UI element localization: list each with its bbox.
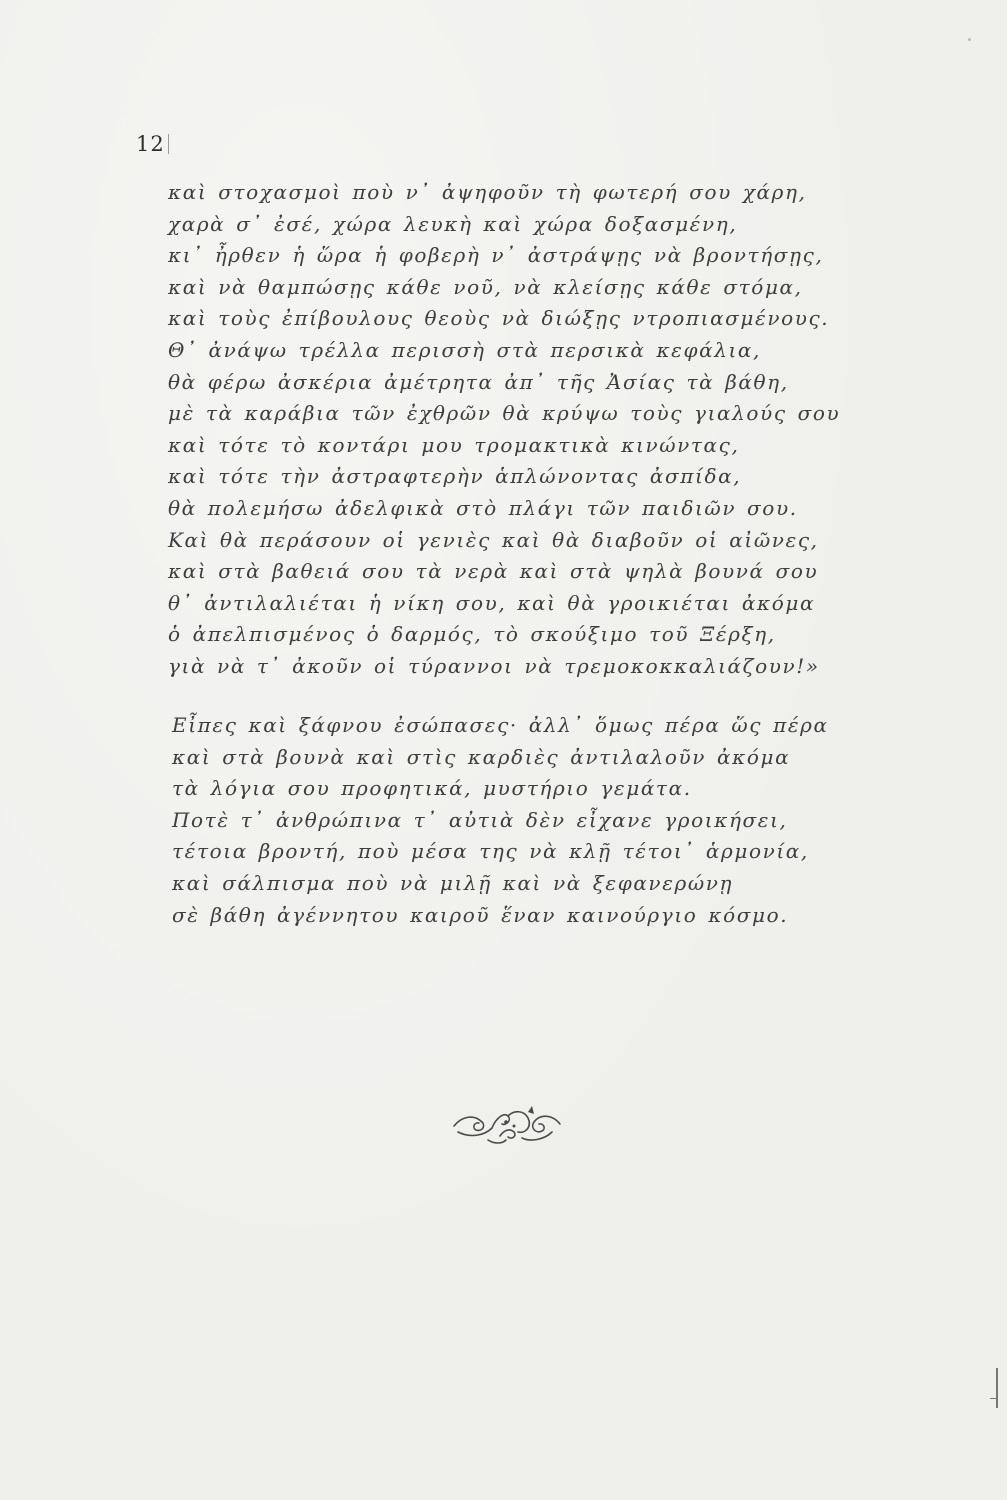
poem-line: θ᾽ ἀντιλαλιέται ἡ νίκη σου, καὶ θὰ γροικιέται ἀκόμα	[168, 590, 816, 615]
floral-tailpiece-icon	[448, 1102, 566, 1148]
poem-line: καὶ τότε τὸ κοντάρι μου τρομακτικὰ κινώντας,	[168, 432, 740, 457]
poem-line: θὰ πολεμήσω ἀδελφικὰ στὸ πλάγι τῶν παιδιῶν σου.	[168, 496, 798, 520]
poem-line: καὶ νὰ θαμπώσῃς κάθε νοῦ, νὰ κλείσῃς κάθε στόμα,	[168, 274, 803, 299]
poem-line: Ποτὲ τ᾽ ἀνθρώπινα τ᾽ αὐτιὰ δὲν εἶχανε γροικήσει,	[172, 807, 788, 832]
poem-line: ὁ ἀπελπισμένος ὁ δαρμός, τὸ σκούξιμο τοῦ Ξέρξη,	[168, 622, 776, 647]
poem-line: Καὶ θὰ περάσουν οἱ γενιὲς καὶ θὰ διαβοῦν οἱ αἰῶνες,	[168, 527, 819, 552]
page-number: 12	[136, 132, 169, 156]
poem-line: τὰ λόγια σου προφητικά, μυστήριο γεμάτα.	[172, 776, 692, 801]
poem-line: Εἶπες καὶ ξάφνου ἐσώπασες· ἀλλ᾽ ὅμως πέρα ὥς πέρα	[172, 713, 829, 737]
paper-speck	[968, 38, 971, 41]
poem-line: θὰ φέρω ἀσκέρια ἀμέτρητα ἀπ᾽ τῆς Ἀσίας τὰ βάθη,	[168, 369, 789, 394]
poem-line: καὶ στὰ βαθειά σου τὰ νερὰ καὶ στὰ ψηλὰ βουνά σου	[168, 559, 819, 584]
poem-line: τέτοια βροντή, ποὺ μέσα της νὰ κλῇ τέτοι᾽ ἁρμονία,	[172, 839, 809, 864]
poem-line: κι᾽ ἦρθεν ἡ ὥρα ἡ φοβερὴ ν᾽ ἀστράψῃς νὰ βροντήσῃς,	[168, 243, 824, 268]
poem-line: καὶ σάλπισμα ποὺ νὰ μιλῇ καὶ νὰ ξεφανερώνῃ	[172, 871, 734, 895]
margin-mark	[996, 1368, 998, 1408]
poem-line: μὲ τὰ καράβια τῶν ἐχθρῶν θὰ κρύψω τοὺς γιαλούς σου	[168, 401, 841, 426]
poem-line: καὶ τοὺς ἐπίβουλους θεοὺς νὰ διώξῃς ντροπιασμένους.	[168, 306, 830, 331]
poem-line: χαρὰ σ᾽ ἐσέ, χώρα λευκὴ καὶ χώρα δοξασμένη,	[168, 211, 738, 236]
poem-line: Θ᾽ ἀνάψω τρέλλα περισσὴ στὰ περσικὰ κεφάλια,	[168, 338, 761, 362]
poem-line: γιὰ νὰ τ᾽ ἀκοῦν οἱ τύραννοι νὰ τρεμοκοκκαλιάζουν!»	[168, 654, 820, 678]
poem-line: καὶ στοχασμοὶ ποὺ ν᾽ ἀψηφοῦν τὴ φωτερή σου χάρη,	[168, 180, 807, 204]
poem-line: σὲ βάθη ἀγέννητου καιροῦ ἕναν καινούργιο κόσμο.	[172, 902, 789, 927]
poem-line: καὶ στὰ βουνὰ καὶ στὶς καρδιὲς ἀντιλαλοῦν ἀκόμα	[172, 744, 791, 769]
poem-line: καὶ τότε τὴν ἀστραφτερὴν ἁπλώνοντας ἀσπίδα,	[168, 464, 742, 489]
